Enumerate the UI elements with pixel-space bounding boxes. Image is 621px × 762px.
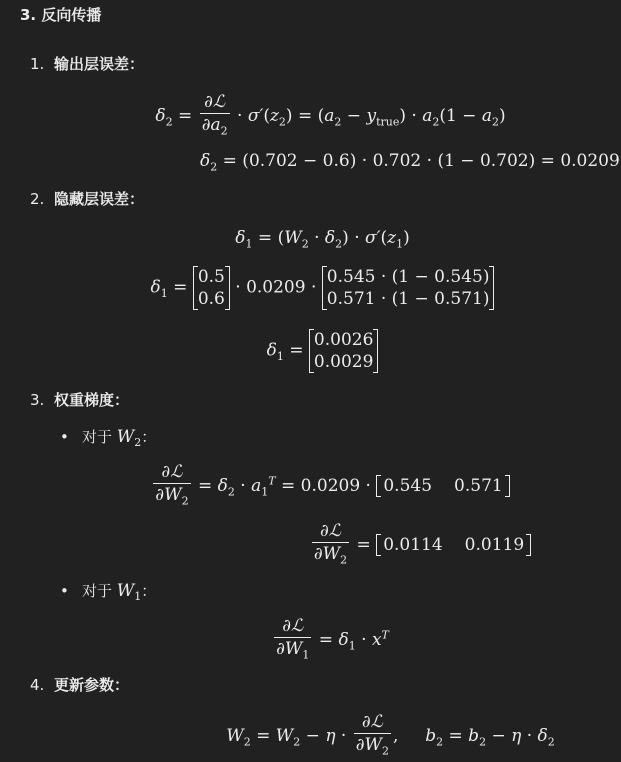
equation-grad-w2-value: $\frac{\text{∂ℒ}}{\partial W_2}$ = 0.0114 0.0119	[0, 520, 621, 571]
list-item-weight-gradient	[30, 389, 129, 410]
item-number: 2.	[30, 190, 45, 208]
equation-delta2-formula: $\delta_2$ = $\frac{\text{∂ℒ}}{\partial a_2}$ · $\sigma'(z_2) = (a_2 - y_{true}) \cdot a_2(1 - a_2)$	[155, 92, 506, 138]
equation-update: $W_2 = W_2 - \eta$ · $\frac{\text{∂ℒ}}{\partial W_2}$ , $b_2 = b_2 - \eta \cdot \delta_2$	[226, 712, 555, 758]
item-number: 3.	[30, 391, 45, 409]
item-number: 1.	[30, 55, 45, 73]
item-label: 隐藏层误差：	[54, 190, 145, 208]
equation-delta1-expanded: $\delta_1$ = 0.5 0.6 · 0.0209 · 0.545 · (1 − 0.545) 0.571 · (1 − 0.571)	[0, 266, 621, 310]
item-label: 更新参数：	[54, 676, 130, 694]
item-label: 权重梯度：	[54, 391, 130, 409]
section-title: 3. 反向传播	[20, 6, 102, 24]
equation-delta2-value: $\delta_2 = (0.702 - 0.6) \cdot 0.702 \cdot (1 - 0.702) = 0.0209$	[200, 151, 620, 174]
item-label: 输出层误差：	[54, 55, 145, 73]
equation-grad-w1: $\frac{\text{∂ℒ}}{\partial W_1}$ = $\delta_1 \cdot x^T$	[276, 616, 389, 662]
equation-grad-w2: $\frac{\text{∂ℒ}}{\partial W_2}$ = $\delta_2 \cdot a_1^T = 0.0209 \cdot 0.545$ 0.571	[0, 461, 621, 512]
item-number: 4.	[30, 676, 45, 694]
bullet-w1: • 对于 $W_1$：	[60, 581, 157, 603]
equation-delta1-value: $\delta_1$ = 0.0026 0.0029	[0, 329, 621, 373]
list-item-output-error	[30, 53, 144, 74]
list-item-hidden-error	[30, 188, 144, 209]
equation-delta1-formula: $\delta_1 = (W_2 \cdot \delta_2) \cdot \sigma'(z_1)$	[235, 228, 410, 251]
list-item-update-params	[30, 674, 129, 695]
bullet-w2: • 对于 $W_2$：	[60, 427, 157, 449]
